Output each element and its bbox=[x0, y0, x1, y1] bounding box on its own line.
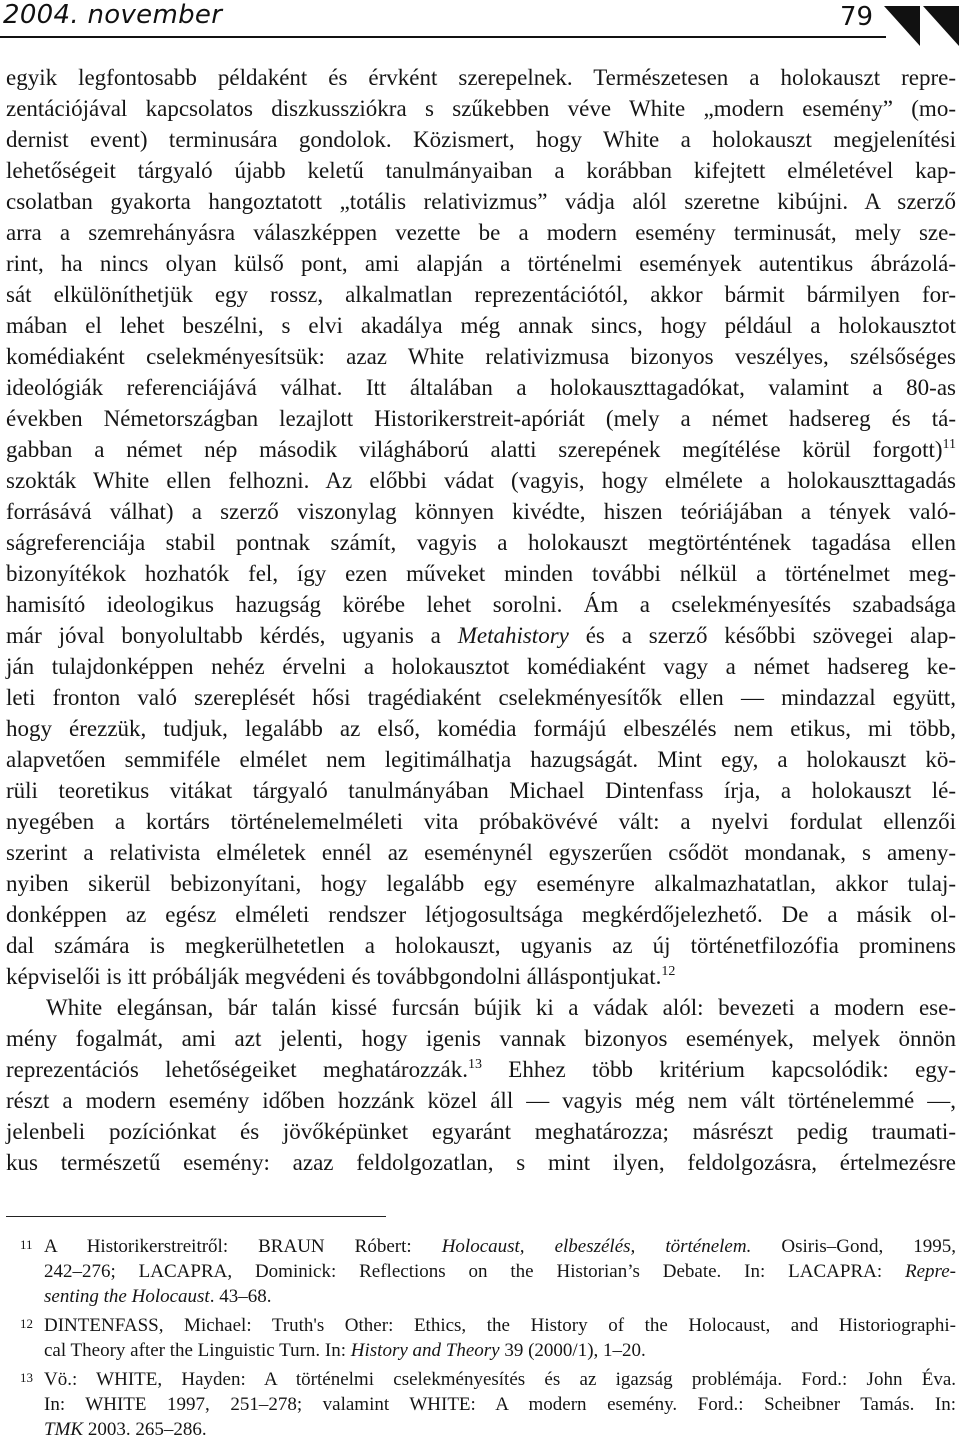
body-paragraph bbox=[6, 992, 956, 1178]
text-line bbox=[6, 682, 956, 713]
text-run: gabban a német nép második világháború alatti szerepének megítélése körül forgott) bbox=[6, 437, 943, 462]
text-run: kus természetű esemény: azaz feldolgozatlan, s mint ilyen, feldolgozásra, értelmezésre bbox=[6, 1150, 956, 1175]
text-line bbox=[6, 465, 956, 496]
text-run: részt a modern esemény időben hozzánk közel áll — vagyis még nem vált történelemmé —, bbox=[6, 1088, 956, 1113]
footnote-text bbox=[44, 1313, 956, 1363]
text-run: 242–276; LACAPRA, Dominick: Reflections on the Historian’s Debate. In: LACAPRA: bbox=[44, 1261, 905, 1282]
text-run: Vö.: WHITE, Hayden: A történelmi cselekményesítés és az igazság problémája. Ford.: John Éva. bbox=[44, 1369, 956, 1390]
italic-text: senting the Holocaust bbox=[44, 1286, 210, 1307]
text-run: egyik legfontosabb példaként és érvként szerepelnek. Természetesen a holokauszt repre- bbox=[6, 65, 956, 90]
text-run: képviselői is itt próbálják megvédeni és továbbgondolni álláspontjukat. bbox=[6, 964, 662, 989]
text-run: . 43–68. bbox=[209, 1286, 272, 1307]
text-line bbox=[6, 744, 956, 775]
text-run: nyegében a kortárs történelemelméleti vita próbakövévé vált: a nyelvi fordulat ellenzői bbox=[6, 809, 956, 834]
text-run: hamisító ideologikus hazugság körébe lehet sorolni. Ám a cselekményesítés szabadsága bbox=[6, 592, 956, 617]
text-line bbox=[6, 1147, 956, 1178]
text-line bbox=[6, 93, 956, 124]
text-run: 2003. 265–286. bbox=[83, 1419, 207, 1440]
article-body bbox=[6, 62, 956, 1178]
logo-triangle bbox=[923, 6, 959, 46]
footnotes bbox=[0, 1234, 956, 1446]
text-line bbox=[6, 651, 956, 682]
text-run: leti fronton való szereplését hősi tragédiaként cselekményesítők ellen — mindazzal együtt, bbox=[6, 685, 956, 710]
header-rule bbox=[0, 36, 886, 38]
text-run: években Németországban lezajlott Historikerstreit-apóriát (mely a német hadsereg és tá- bbox=[6, 406, 956, 431]
text-line bbox=[6, 62, 956, 93]
text-line bbox=[6, 930, 956, 961]
text-run: arra a szemrehányásra válaszképpen vezette be a modern esemény terminusát, mely sze- bbox=[6, 220, 956, 245]
text-run: forrásává válhat) a szerző viszonylag könnyen kivédte, hiszen teóriájában a tények való- bbox=[6, 499, 956, 524]
text-line bbox=[6, 589, 956, 620]
text-line bbox=[44, 1313, 956, 1338]
text-line bbox=[6, 155, 956, 186]
footnote-number: 11 bbox=[20, 1237, 33, 1252]
footnote bbox=[0, 1234, 956, 1309]
text-line bbox=[6, 806, 956, 837]
text-line bbox=[6, 837, 956, 868]
text-line bbox=[6, 899, 956, 930]
text-line bbox=[6, 992, 956, 1023]
footnote-reference: 13 bbox=[467, 1057, 482, 1072]
text-line bbox=[6, 496, 956, 527]
text-run: jelenbeli pozíciónkat és jövőképünket egyaránt meghatározza; másrészt pedig traumati- bbox=[6, 1119, 956, 1144]
text-run: lehetőségeit tárgyaló újabb keletű tanulmányaiban a korábban kifejtett elméletével kap- bbox=[6, 158, 956, 183]
text-run: komédiaként cselekményesítsük: azaz White relativizmusa bizonyos veszélyes, szélsőséges bbox=[6, 344, 956, 369]
text-line bbox=[6, 341, 956, 372]
body-paragraph bbox=[6, 62, 956, 992]
text-run: alapvetően semmiféle elmélet nem legitimálhatja hazugságát. Mint egy, a holokauszt kö- bbox=[6, 747, 956, 772]
text-run: szokták White ellen felhozni. Az előbbi vádat (vagyis, hogy elmélete a holokauszttagadás bbox=[6, 468, 956, 493]
text-run: szerint a relativista elméletek ennél az eseménynél egyszerűen csődöt mondanak, s ameny- bbox=[6, 840, 956, 865]
text-run: sát elkülöníthetjük egy rossz, alkalmatlan reprezentációtól, akkor bármit bármilyen for- bbox=[6, 282, 956, 307]
text-run: ságreferenciája stabil pontnak számít, vagyis a holokauszt megtörténtének tagadása ellen bbox=[6, 530, 956, 555]
text-line bbox=[6, 217, 956, 248]
italic-text: Holocaust, elbeszélés, történelem. bbox=[441, 1236, 752, 1257]
text-line bbox=[6, 1085, 956, 1116]
text-line bbox=[44, 1284, 956, 1309]
italic-text: Metahistory bbox=[457, 623, 569, 648]
text-line bbox=[44, 1234, 956, 1259]
footnote-reference: 12 bbox=[661, 964, 676, 979]
footnote-text bbox=[44, 1367, 956, 1442]
text-run: A Historikerstreitről: BRAUN Róbert: bbox=[44, 1236, 442, 1257]
text-line bbox=[44, 1417, 956, 1442]
text-run: 39 (2000/1), 1–20. bbox=[499, 1340, 646, 1361]
text-run: zentációjával kapcsolatos diszkussziókra s szűkebben véve White „modern esemény” (mo- bbox=[6, 96, 956, 121]
text-run: nyiben sikerül bebizonyítani, hogy legalább egy eseményre alkalmazhatatlan, akkor tulaj- bbox=[6, 871, 956, 896]
text-line bbox=[44, 1367, 956, 1392]
text-run: bizonyítékok hozhatók fel, így ezen műveket minden további nélkül a történelmet meg- bbox=[6, 561, 956, 586]
text-run: hogy érezzük, tudjuk, legalább az első, komédia formájú elbeszélés nem etikus, mi több, bbox=[6, 716, 956, 741]
footnote bbox=[0, 1313, 956, 1363]
journal-logo-icon bbox=[884, 4, 960, 48]
text-line bbox=[6, 186, 956, 217]
text-line bbox=[6, 1054, 956, 1085]
text-run: rint, ha nincs olyan külső pont, ami alapján a történelmi események autentikus ábrázolá- bbox=[6, 251, 956, 276]
text-run: és a szerző későbbi szövegei alap- bbox=[568, 623, 956, 648]
text-line bbox=[6, 403, 956, 434]
text-line bbox=[6, 372, 956, 403]
footnote-reference: 11 bbox=[942, 437, 956, 452]
footnote-separator bbox=[6, 1216, 386, 1217]
text-line bbox=[6, 868, 956, 899]
text-run: csolatban gyakorta hangoztatott „totális relativizmus” vádja alól szeretne kibújni. A szerző bbox=[6, 189, 956, 214]
italic-text: TMK bbox=[44, 1419, 84, 1440]
text-run: dernist event) terminusára gondolok. Közismert, hogy White a holokauszt megjelenítési bbox=[6, 127, 956, 152]
footnote-number: 12 bbox=[20, 1316, 33, 1331]
text-line bbox=[6, 527, 956, 558]
text-line bbox=[6, 558, 956, 589]
text-run: dal számára is megkerülhetetlen a holokauszt, ugyanis az új történetfilozófia prominens bbox=[6, 933, 956, 958]
text-line bbox=[6, 279, 956, 310]
text-run: már jóval bonyolultabb kérdés, ugyanis a bbox=[6, 623, 458, 648]
text-line bbox=[44, 1338, 956, 1363]
text-line bbox=[44, 1259, 956, 1284]
text-run: ján tulajdonképpen nehéz érvelni a holokausztot komédiaként vagy a német hadsereg ke- bbox=[6, 654, 956, 679]
text-line bbox=[44, 1392, 956, 1417]
text-run: ideológiák referenciájává válhat. Itt általában a holokauszttagadókat, valamint a 80-as bbox=[6, 375, 956, 400]
text-run: donképpen az egész elméleti rendszer létjogosultsága megkérdőjelezhető. De a másik ol- bbox=[6, 902, 956, 927]
text-line bbox=[6, 434, 956, 465]
text-run: Ehhez több kritérium kapcsolódik: egy- bbox=[481, 1057, 956, 1082]
footnote-text bbox=[44, 1234, 956, 1309]
page-number: 79 bbox=[840, 2, 874, 32]
text-line bbox=[6, 124, 956, 155]
italic-text: History and Theory bbox=[350, 1340, 500, 1361]
text-run: reprezentációs lehetőségeiket meghatározzák. bbox=[6, 1057, 468, 1082]
text-line bbox=[6, 248, 956, 279]
text-line bbox=[6, 1116, 956, 1147]
footnote bbox=[0, 1367, 956, 1442]
text-line bbox=[6, 1023, 956, 1054]
text-line bbox=[6, 713, 956, 744]
text-run: mény fogalmát, ami azt jelenti, hogy igenis vannak bizonyos események, melyek önnön bbox=[6, 1026, 956, 1051]
text-line bbox=[6, 961, 956, 992]
text-line bbox=[6, 620, 956, 651]
footnote-number: 13 bbox=[20, 1370, 33, 1385]
italic-text: Repre- bbox=[905, 1261, 956, 1282]
text-run: Osiris–Gond, 1995, bbox=[751, 1236, 956, 1257]
text-run: In: WHITE 1997, 251–278; valamint WHITE: A modern esemény. Ford.: Scheibner Tamás. In: bbox=[44, 1394, 956, 1415]
issue-date: 2004. november bbox=[3, 0, 223, 30]
logo-triangle bbox=[884, 6, 920, 46]
text-run: mában el lehet beszélni, s elvi akadálya még annak sincs, hogy például a holokausztot bbox=[6, 313, 956, 338]
text-line bbox=[6, 775, 956, 806]
text-run: White elegánsan, bár talán kissé furcsán bújik ki a vádak alól: bevezeti a modern ese- bbox=[46, 995, 956, 1020]
text-run: rüli teoretikus vitákat tárgyaló tanulmányában Michael Dintenfass írja, a holokauszt lé- bbox=[6, 778, 956, 803]
text-line bbox=[6, 310, 956, 341]
text-run: cal Theory after the Linguistic Turn. In: bbox=[44, 1340, 351, 1361]
text-run: DINTENFASS, Michael: Truth's Other: Ethics, the History of the Holocaust, and Historiographi- bbox=[44, 1315, 956, 1336]
